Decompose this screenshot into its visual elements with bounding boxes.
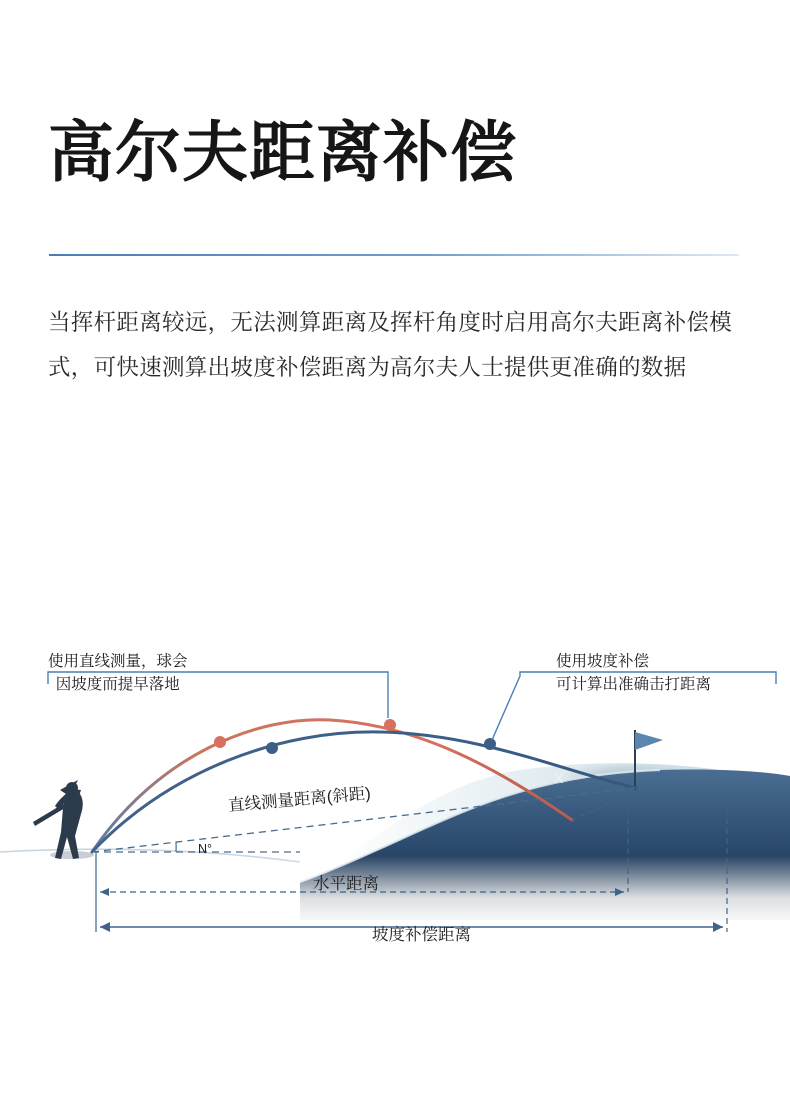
golfer-silhouette (33, 780, 94, 859)
label-compensated-distance: 坡度补偿距离 (372, 926, 471, 944)
annotation-slope-compensation-line2: 可计算出准确击打距离 (556, 676, 712, 693)
ground-haze (0, 856, 790, 926)
golf-slope-diagram (0, 620, 790, 1040)
title-divider (49, 254, 739, 256)
annotation-straight-measure-line2: 因坡度而提早落地 (55, 676, 180, 693)
label-target-marker: X (554, 770, 564, 786)
annotation-straight-measure-line1: 使用直线测量，球会 (48, 653, 188, 670)
annotation-slope-compensation-line1: 使用坡度补偿 (556, 653, 650, 670)
annotation-straight-measure (48, 650, 188, 696)
page-title: 高尔夫距离补偿 (48, 115, 517, 189)
annotation-slope-compensation (556, 650, 711, 696)
label-angle: N° (198, 842, 213, 856)
label-slope-distance: 直线测量距离(斜距) (227, 784, 372, 815)
label-horizontal-distance: 水平距离 (313, 875, 379, 893)
page-description: 当挥杆距离较远，无法测算距离及挥杆角度时启用高尔夫距离补偿模式，可快速测算出坡度补偿距离为高尔夫人士提供更准确的数据 (48, 310, 733, 380)
bottom-whitespace (0, 1000, 790, 1110)
